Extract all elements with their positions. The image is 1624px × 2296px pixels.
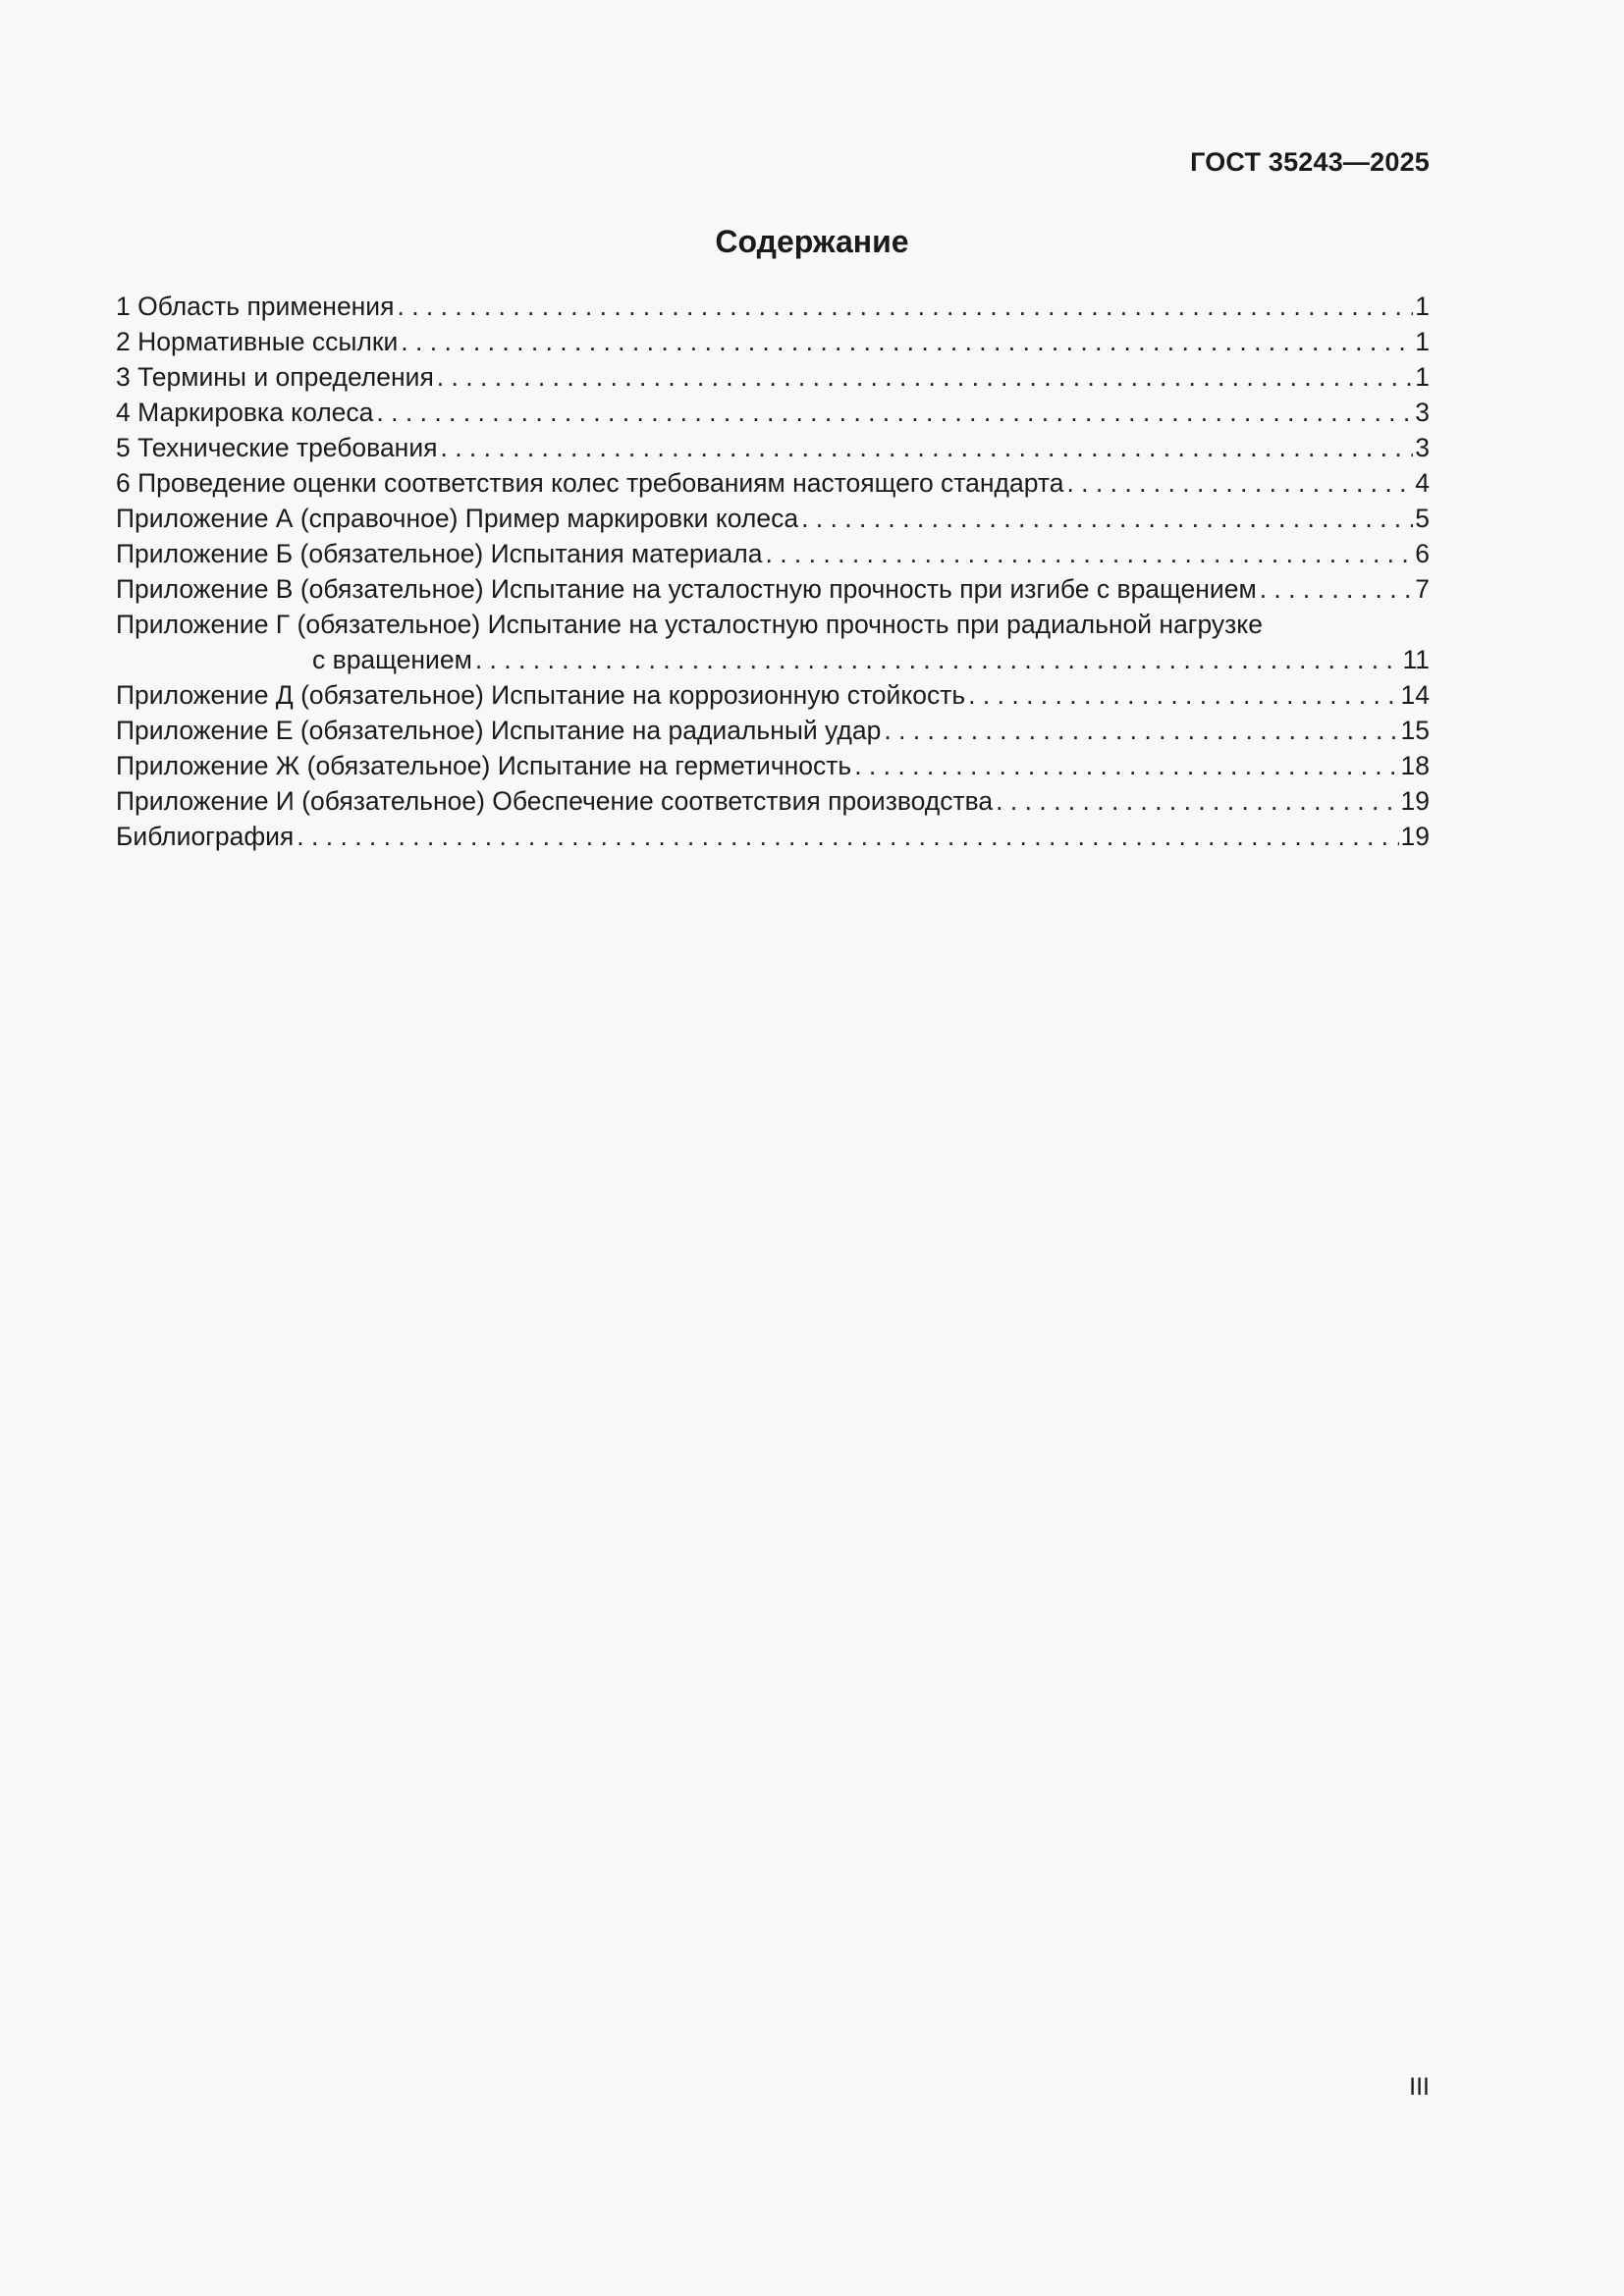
document-code: ГОСТ 35243—2025 — [1190, 147, 1430, 177]
toc-leader-dots — [996, 783, 1398, 819]
toc-leader-dots — [376, 395, 1413, 430]
toc-entry-scope[interactable] — [116, 289, 1430, 324]
toc-entry-normative-references[interactable] — [116, 324, 1430, 359]
toc-leader-dots — [765, 536, 1413, 571]
toc-entry-appendix-a[interactable] — [116, 501, 1430, 536]
page-number: III — [1409, 2073, 1430, 2101]
toc-entry-page: 6 — [1415, 539, 1430, 568]
toc-leader-dots — [440, 430, 1413, 465]
toc-entry-label: 4 Маркировка колеса — [116, 398, 374, 427]
toc-entry-conformity-assessment[interactable] — [116, 465, 1430, 501]
toc-entry-page: 14 — [1400, 680, 1430, 710]
toc-entry-label: Приложение Е (обязательное) Испытание на радиальный удар — [116, 716, 882, 745]
toc-entry-page: 5 — [1415, 504, 1430, 533]
toc-entry-page: 3 — [1415, 398, 1430, 427]
toc-leader-dots — [1260, 571, 1414, 607]
toc-entry-appendix-d[interactable] — [116, 677, 1430, 713]
toc-entry-page: 7 — [1415, 574, 1430, 604]
toc-entry-label: Библиография — [116, 822, 295, 851]
toc-entry-page: 19 — [1400, 786, 1430, 816]
toc-entry-appendix-zh[interactable] — [116, 748, 1430, 783]
toc-leader-dots — [401, 324, 1413, 359]
toc-entry-page: 1 — [1415, 327, 1430, 356]
toc-leader-dots — [397, 289, 1413, 324]
toc-entry-label: Приложение А (справочное) Пример маркировки колеса — [116, 504, 799, 533]
toc-entry-label: Приложение И (обязательное) Обеспечение соответствия производства — [116, 786, 994, 816]
toc-entry-appendix-g[interactable] — [116, 607, 1430, 677]
toc-leader-dots — [475, 642, 1401, 677]
toc-entry-label-line1: Приложение Г (обязательное) Испытание на усталостную прочность при радиальной нагрузке — [116, 610, 1263, 639]
toc-entry-label: 2 Нормативные ссылки — [116, 327, 399, 356]
toc-entry-technical-requirements[interactable] — [116, 430, 1430, 465]
toc-entry-page: 1 — [1415, 292, 1430, 321]
toc-leader-dots — [854, 748, 1398, 783]
toc-leader-dots — [1066, 465, 1413, 501]
toc-entry-page: 18 — [1400, 751, 1430, 780]
toc-entry-wheel-marking[interactable] — [116, 395, 1430, 430]
toc-entry-page: 3 — [1415, 433, 1430, 462]
toc-entry-label: Приложение Б (обязательное) Испытания материала — [116, 539, 763, 568]
toc-title: Содержание — [715, 224, 909, 259]
toc-entry-bibliography[interactable] — [116, 819, 1430, 854]
toc-entry-page: 4 — [1415, 468, 1430, 498]
toc-entry-appendix-i[interactable] — [116, 783, 1430, 819]
toc-leader-dots — [968, 677, 1398, 713]
toc-entry-label: Приложение В (обязательное) Испытание на усталостную прочность при изгибе с вращением — [116, 574, 1257, 604]
toc-entry-page: 19 — [1400, 822, 1430, 851]
toc-leader-dots — [437, 359, 1413, 395]
toc-entry-label: 5 Технические требования — [116, 433, 438, 462]
toc-entry-appendix-b[interactable] — [116, 536, 1430, 571]
toc-entry-terms-definitions[interactable] — [116, 359, 1430, 395]
toc-leader-dots — [297, 819, 1398, 854]
table-of-contents — [116, 289, 1430, 854]
toc-entry-label: Приложение Д (обязательное) Испытание на коррозионную стойкость — [116, 680, 966, 710]
toc-leader-dots — [884, 713, 1398, 748]
toc-entry-label: 6 Проведение оценки соответствия колес требованиям настоящего стандарта — [116, 468, 1064, 498]
toc-entry-appendix-e[interactable] — [116, 713, 1430, 748]
toc-entry-appendix-v[interactable] — [116, 571, 1430, 607]
toc-leader-dots — [801, 501, 1413, 536]
toc-entry-page: 11 — [1402, 645, 1430, 674]
toc-entry-label: 1 Область применения — [116, 292, 395, 321]
toc-entry-label-line2: с вращением — [312, 645, 472, 674]
toc-entry-page: 15 — [1400, 716, 1430, 745]
toc-entry-label: 3 Термины и определения — [116, 362, 434, 392]
toc-entry-page: 1 — [1415, 362, 1430, 392]
toc-entry-label: Приложение Ж (обязательное) Испытание на герметичность — [116, 751, 852, 780]
